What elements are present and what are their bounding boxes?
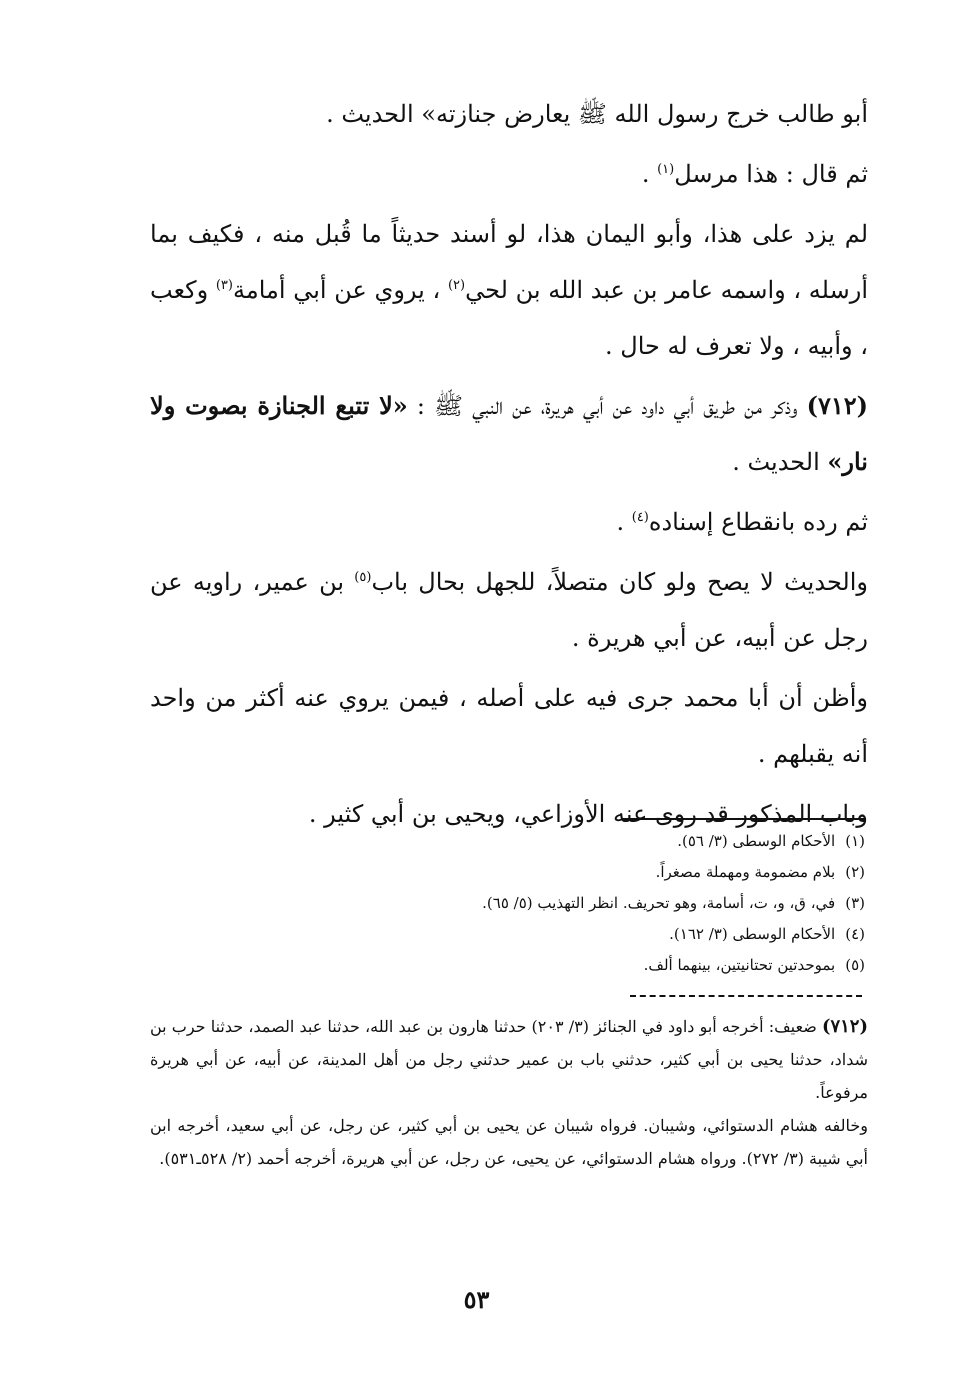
paragraph-4-end: الحديث . [732,448,828,476]
footnote-ref-4: (٤) [631,510,649,525]
footnote-ref-5: (٥) [354,570,372,585]
takhrij-text-1: ضعيف: أخرجه أبو داود في الجنائز (٣/ ٢٠٣) حدثنا هارون بن عبد الله، حدثنا عبد الصمد، حدثنا حرب بن شداد، حدثنا يحيى بن أبي كثير، حدثني باب بن عمير حدثني رجل من أهل المدينة، عن أبيه، عن أبي هريرة مرفوعاً. [150,1017,868,1102]
paragraph-6 [150,554,868,666]
paragraph-1 [150,86,868,142]
footnote-item [300,888,865,919]
footnote-number: (٥) [845,956,865,974]
footnote-ref-3: (٣) [215,278,233,293]
footnote-item [300,919,865,950]
footnotes [300,826,865,981]
paragraph-5-end: . [616,508,632,536]
footnote-number: (٣) [845,894,865,912]
footnote-item [300,857,865,888]
paragraph-5 [150,494,868,550]
footnote-text: بموحدتين تحتانيتين، بينهما ألف. [643,956,836,974]
takhrij-section [150,1010,868,1175]
paragraph-3-text-c: وكعب ، وأبيه ، ولا تعرف له حال . [150,276,868,360]
takhrij-paragraph-1 [150,1010,868,1109]
main-text [150,86,868,846]
paragraph-7 [150,670,868,782]
hadith-number: (٧١٢) [806,391,869,420]
footnote-item [300,826,865,857]
paragraph-8-text: وباب المذكور قد روى عنه الأوزاعي، ويحيى بن أبي كثير . [308,800,868,828]
footnote-number: (٢) [845,863,865,881]
paragraph-6-text-b: بن عمير، راويه عن رجل عن أبيه، عن أبي هريرة . [150,568,868,652]
footnote-ref-1: (١) [657,162,675,177]
footnote-text: الأحكام الوسطى (٣/ ٥٦). [677,832,836,850]
paragraph-4-text: وذكر من طريق أبي داود عن أبي هريرة، عن النبي ﷺ : [407,392,807,420]
takhrij-number: (٧١٢) [821,1016,869,1037]
paragraph-7-text: وأظن أن أبا محمد جرى فيه على أصله ، فيمن يروي عنه أكثر من واحد أنه يقبلهم . [150,684,868,768]
page-number: ٥٣ [463,1285,490,1314]
hadith-text: «لا تتبع الجنازة بصوت ولا نار» [150,391,868,476]
takhrij-text-2: وخالفه هشام الدستوائي، وشيبان. فرواه شيبان عن يحيى بن أبي كثير، عن رجل، عن أبي سعيد، أخرجه ابن أبي شيبة (٣/ ٢٧٢). ورواه هشام الدستوائي، عن يحيى، عن رجل، عن أبي هريرة، أخرجه أحمد (٢/ ٥٢٨ـ٥٣١). [150,1116,868,1168]
footnote-text: بلام مضمومة ومهملة مصغراً. [655,863,836,881]
paragraph-6-text-a: والحديث لا يصح ولو كان متصلاً، للجهل بحال باب [371,568,869,596]
footnote-ref-2: (٢) [447,278,466,293]
footnote-item [300,950,865,981]
paragraph-2 [150,146,868,202]
paragraph-4 [150,378,868,490]
paragraph-3-text-a: لم يزد على هذا، وأبو اليمان هذا، لو أسند حديثاً ما قُبل منه ، فكيف بما أرسله ، واسمه عامر بن عبد الله بن لحي [150,220,869,304]
paragraph-3 [150,206,868,374]
footnote-separator [622,818,864,820]
footnote-number: (٤) [845,925,865,943]
paragraph-1-text: أبو طالب خرج رسول الله ﷺ يعارض جنازته» الحديث . [326,100,868,128]
paragraph-2-end: . [641,160,658,188]
footnote-text: في، ق، و، ت، أسامة، وهو تحريف. انظر التهذيب (٥/ ٦٥). [482,894,836,912]
footnote-text: الأحكام الوسطى (٣/ ١٦٢). [669,925,836,943]
takhrij-separator [630,995,862,997]
paragraph-3-text-b: ، يروي عن أبي أمامة [232,276,448,304]
takhrij-paragraph-2 [150,1109,868,1175]
paragraph-5-text: ثم رده بانقطاع إسناده [648,508,868,536]
footnote-number: (١) [845,832,865,850]
paragraph-2-text: ثم قال : هذا مرسل [674,160,868,188]
